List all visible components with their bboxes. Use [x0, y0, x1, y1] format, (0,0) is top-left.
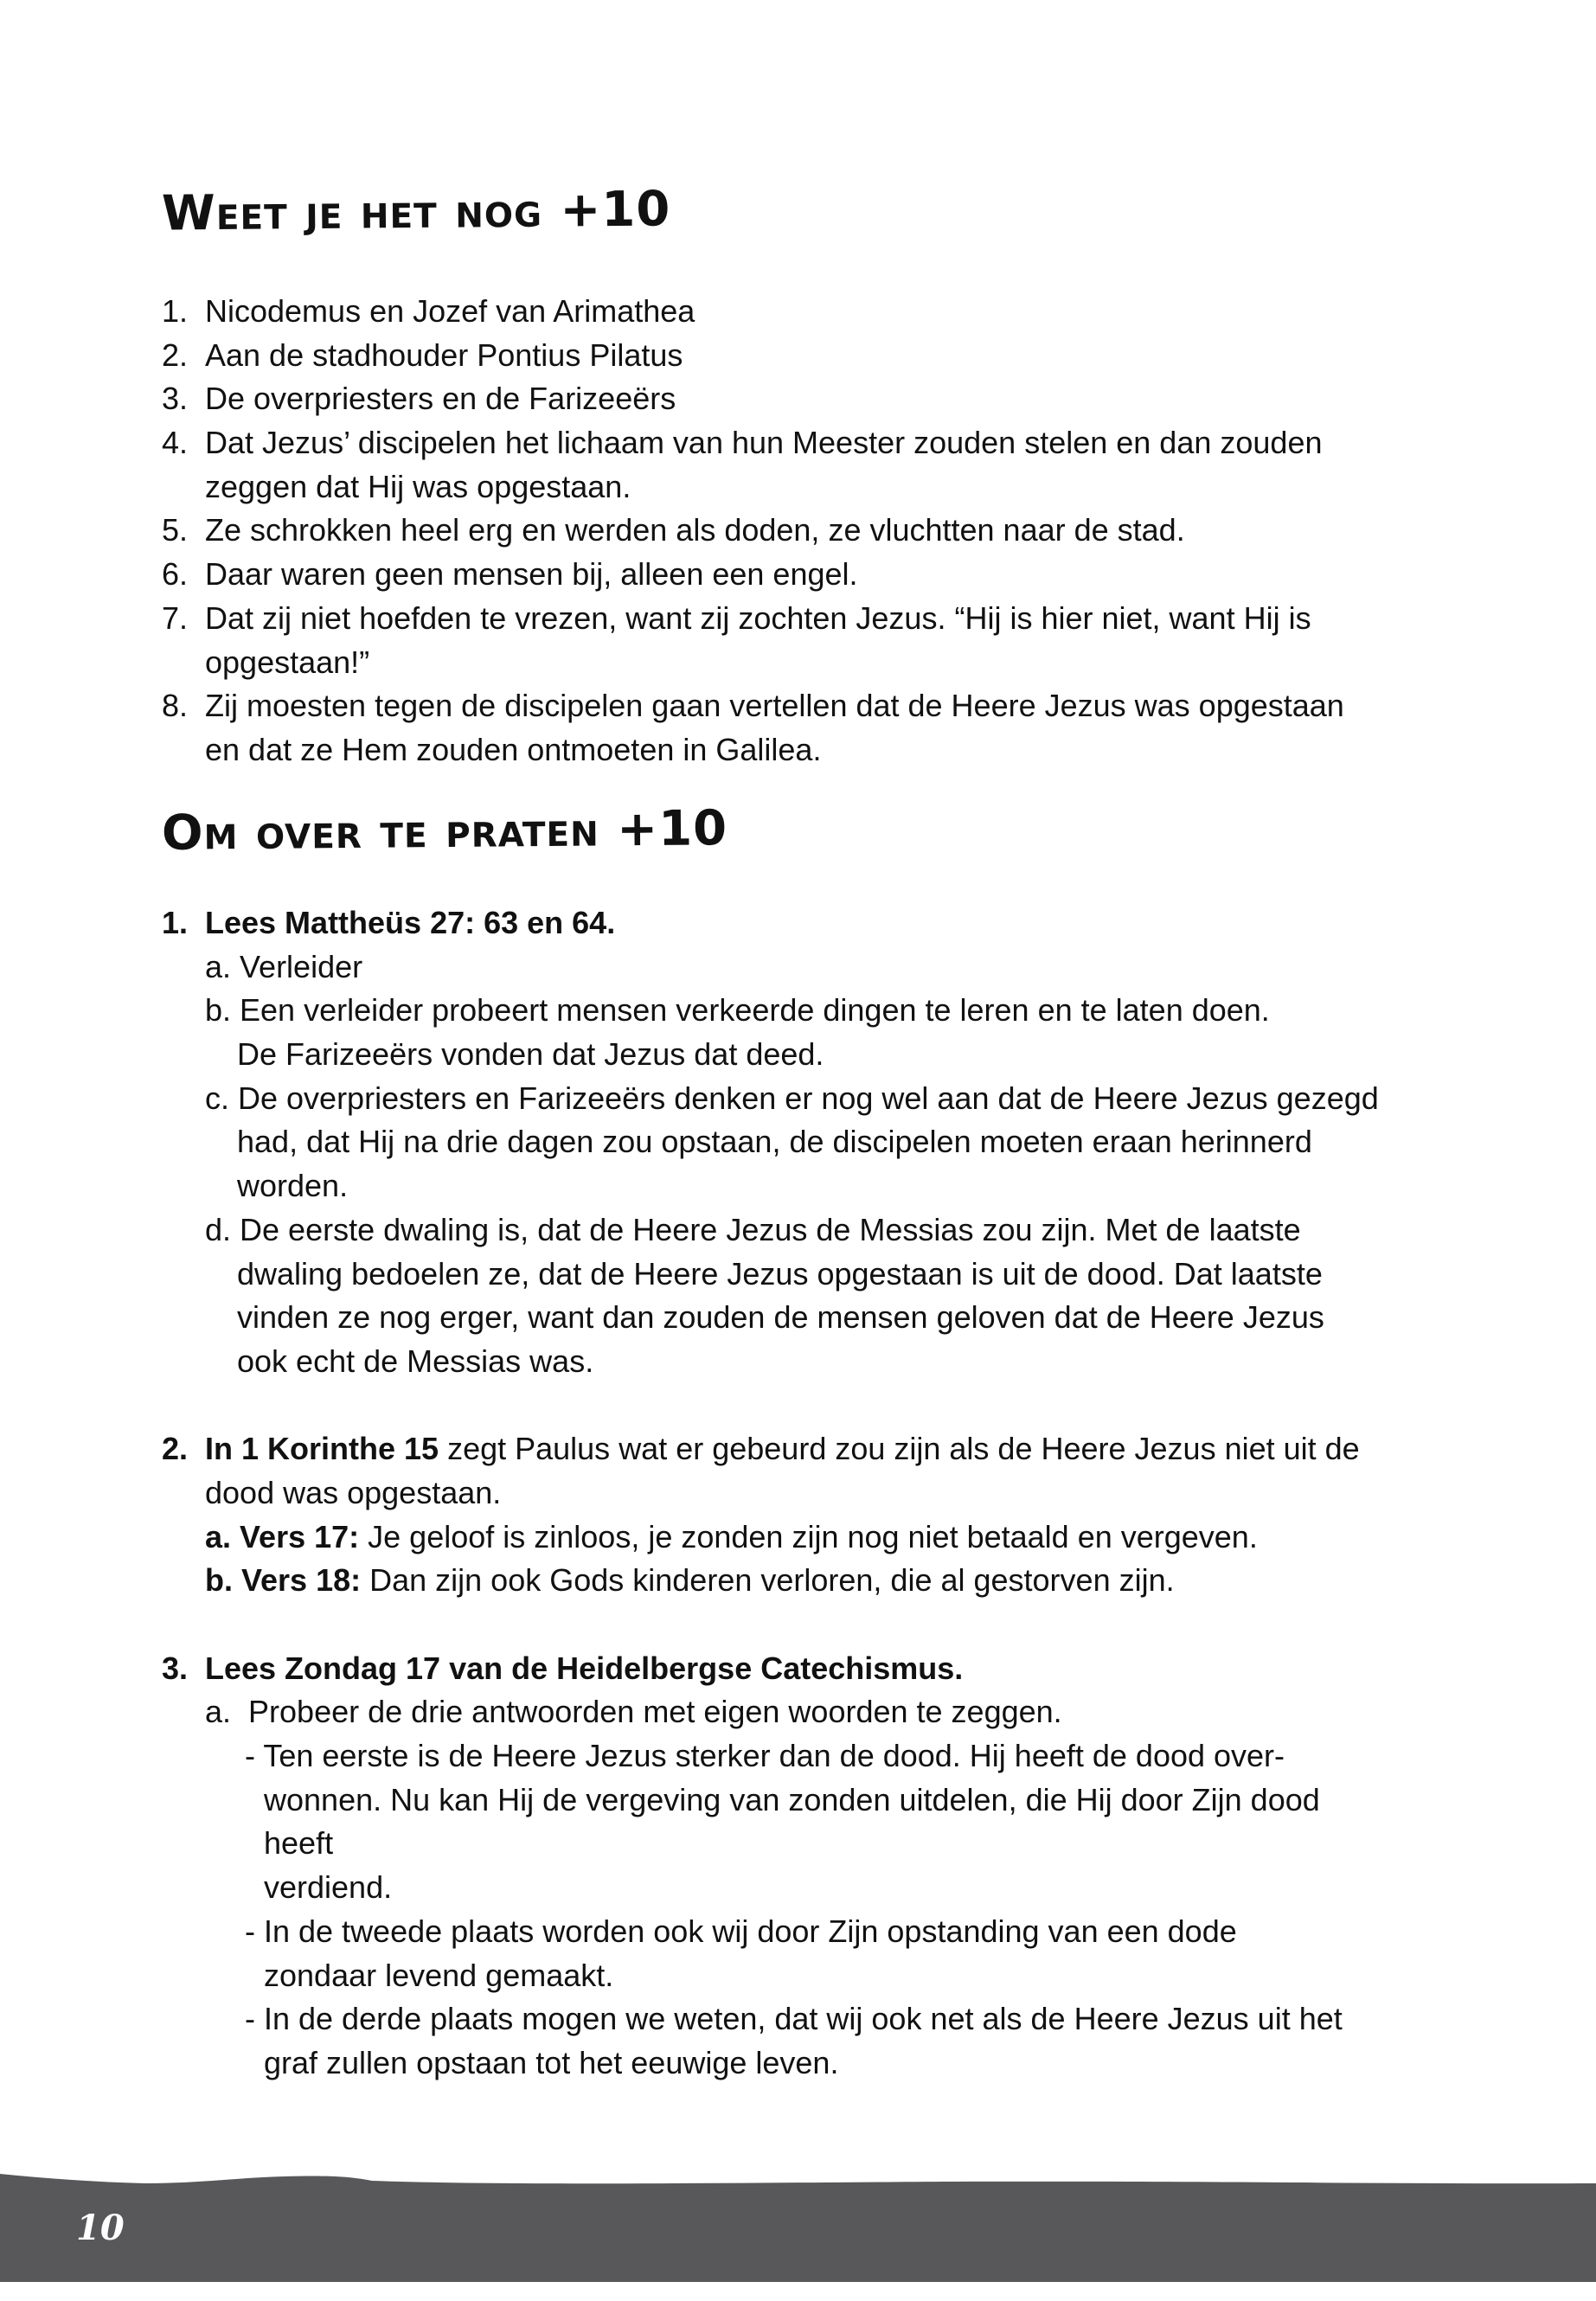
line-text: dood was opgestaan. — [205, 1474, 502, 1510]
line-text: Nicodemus en Jozef van Arimathea — [205, 293, 695, 329]
list-text — [205, 989, 1270, 1033]
list-line — [0, 334, 1596, 378]
list-text — [237, 1296, 1324, 1340]
line-text: Zij moesten tegen de discipelen gaan vertellen dat de Heere Jezus was opgestaan — [205, 688, 1344, 724]
line-text: graf zullen opstaan tot het eeuwige leven. — [264, 2044, 839, 2080]
answers-list — [0, 290, 1596, 772]
list-text — [205, 945, 362, 990]
bold-lead: a. Vers 17: — [205, 1518, 360, 1554]
list-text — [205, 377, 676, 421]
line-text: Aan de stadhouder Pontius Pilatus — [205, 336, 683, 373]
list-number: 4. — [162, 425, 189, 461]
list-line — [0, 945, 1596, 990]
list-text — [205, 553, 858, 597]
list-text — [205, 641, 369, 685]
line-text: b. Een verleider probeert mensen verkeerde dingen te leren en te laten doen. — [205, 992, 1270, 1029]
list-line — [0, 1033, 1596, 1077]
list-line — [0, 1647, 1596, 1691]
list-line — [0, 1427, 1596, 1471]
footer-band — [0, 2167, 1596, 2282]
list-text — [237, 1120, 1312, 1164]
list-text — [245, 1997, 1343, 2041]
list-text — [205, 597, 1311, 641]
list-line — [0, 1077, 1596, 1121]
list-line — [0, 1559, 1596, 1603]
list-line — [0, 421, 1596, 465]
list-line — [0, 1516, 1596, 1560]
line-text: dwaling bedoelen ze, dat de Heere Jezus opgestaan is uit de dood. Dat laatste — [237, 1255, 1323, 1292]
list-line — [0, 597, 1596, 641]
list-text — [205, 1516, 1258, 1560]
line-text: Dat zij niet hoefden te vrezen, want zij zochten Jezus. “Hij is hier niet, want Hij is — [205, 599, 1311, 636]
list-line — [0, 1866, 1596, 1910]
list-line — [0, 509, 1596, 553]
line-text: De overpriesters en de Farizeeërs — [205, 381, 676, 417]
list-line — [0, 641, 1596, 685]
list-text — [205, 684, 1344, 728]
discussion-list — [0, 901, 1596, 2086]
list-line — [0, 989, 1596, 1033]
list-line — [0, 2041, 1596, 2086]
list-line — [0, 465, 1596, 510]
bold-lead: Lees Zondag 17 van de Heidelbergse Catechismus. — [205, 1650, 964, 1686]
list-text — [205, 1208, 1301, 1253]
footer-wave-shape — [0, 2174, 1596, 2282]
line-text: Dat Jezus’ discipelen het lichaam van hun Meester zouden stelen en dan zouden — [205, 425, 1323, 461]
list-line — [0, 1734, 1596, 1779]
list-line — [0, 290, 1596, 334]
list-line — [0, 1120, 1596, 1164]
list-line — [0, 377, 1596, 421]
list-line — [0, 1822, 1596, 1866]
list-text — [245, 1734, 1285, 1779]
list-text — [264, 2041, 838, 2086]
list-number: 5. — [162, 512, 189, 548]
list-number: 8. — [162, 688, 189, 724]
line-text: zondaar levend gemaakt. — [264, 1957, 614, 1993]
list-line — [0, 1296, 1596, 1340]
line-text: en dat ze Hem zouden ontmoeten in Galilea. — [205, 731, 822, 767]
list-text — [264, 1866, 392, 1910]
section-heading-om-over-te-praten: Om over te praten +10 — [161, 800, 728, 862]
line-text: Je geloof is zinloos, je zonden zijn nog niet betaald en vergeven. — [359, 1518, 1258, 1554]
list-text — [205, 290, 695, 334]
line-text: zeggen dat Hij was opgestaan. — [205, 468, 631, 504]
list-number: 2. — [162, 1431, 189, 1467]
line-text: wonnen. Nu kan Hij de vergeving van zonden uitdelen, die Hij door Zijn dood — [264, 1781, 1320, 1817]
list-text — [264, 1822, 333, 1866]
list-text — [205, 1647, 963, 1691]
list-text — [205, 1471, 501, 1516]
list-number: 3. — [162, 1650, 189, 1686]
line-text: - In de tweede plaats worden ook wij door Zijn opstanding van een dode — [245, 1913, 1237, 1949]
list-line — [0, 1164, 1596, 1208]
line-text: had, dat Hij na drie dagen zou opstaan, de discipelen moeten eraan herinnerd — [237, 1124, 1312, 1160]
bold-lead: b. Vers 18: — [205, 1562, 362, 1599]
list-line — [0, 1471, 1596, 1516]
line-text: ook echt de Messias was. — [237, 1343, 594, 1379]
list-text — [205, 1427, 1360, 1471]
list-text — [237, 1033, 824, 1077]
list-text — [205, 901, 615, 945]
line-text: verdiend. — [264, 1869, 393, 1906]
list-text — [237, 1253, 1323, 1297]
list-text — [205, 1077, 1379, 1121]
line-text: a. Probeer de drie antwoorden met eigen woorden te zeggen. — [205, 1694, 1062, 1730]
list-text — [205, 421, 1322, 465]
list-line — [0, 1208, 1596, 1253]
line-text: zegt Paulus wat er gebeurd zou zijn als de Heere Jezus niet uit de — [439, 1431, 1360, 1467]
line-text: - In de derde plaats mogen we weten, dat wij ook net als de Heere Jezus uit het — [245, 2001, 1343, 2037]
list-line — [0, 901, 1596, 945]
line-text: Dan zijn ook Gods kinderen verloren, die al gestorven zijn. — [361, 1562, 1175, 1599]
bold-lead: In 1 Korinthe 15 — [205, 1431, 439, 1467]
list-text — [205, 1690, 1062, 1734]
line-text: a. Verleider — [205, 948, 363, 984]
list-line — [0, 1910, 1596, 1954]
list-text — [245, 1910, 1237, 1954]
list-line — [0, 1253, 1596, 1297]
list-text — [205, 728, 821, 772]
line-text: opgestaan!” — [205, 644, 370, 680]
line-text: De Farizeeërs vonden dat Jezus dat deed. — [237, 1036, 824, 1073]
spacer — [0, 1384, 1596, 1428]
line-text: Ze schrokken heel erg en werden als doden, ze vluchtten naar de stad. — [205, 512, 1185, 548]
list-text — [264, 1954, 613, 1998]
list-line — [0, 1690, 1596, 1734]
line-text: Daar waren geen mensen bij, alleen een engel. — [205, 556, 858, 593]
list-number: 2. — [162, 336, 189, 373]
list-line — [0, 1779, 1596, 1823]
page-number: 10 — [76, 2208, 125, 2248]
list-text — [237, 1340, 593, 1384]
line-text: d. De eerste dwaling is, dat de Heere Jezus de Messias zou zijn. Met de laatste — [205, 1211, 1301, 1247]
list-line — [0, 728, 1596, 772]
bold-lead: Lees Mattheüs 27: 63 en 64. — [205, 905, 616, 940]
list-text — [237, 1164, 348, 1208]
list-line — [0, 684, 1596, 728]
list-text — [205, 334, 683, 378]
list-number: 7. — [162, 599, 189, 636]
list-number: 1. — [162, 293, 189, 329]
line-text: worden. — [237, 1168, 349, 1204]
list-number: 1. — [162, 905, 189, 940]
line-text: heeft — [264, 1825, 334, 1862]
list-line — [0, 1340, 1596, 1384]
line-text: vinden ze nog erger, want dan zouden de mensen geloven dat de Heere Jezus — [237, 1299, 1324, 1336]
list-number: 3. — [162, 381, 189, 417]
list-text — [205, 465, 631, 510]
section-heading-weet-je-het-nog: Weet je het nog +10 — [161, 181, 671, 242]
list-text — [264, 1779, 1320, 1823]
list-line — [0, 1954, 1596, 1998]
list-text — [205, 1559, 1175, 1603]
list-line — [0, 553, 1596, 597]
list-number: 6. — [162, 556, 189, 593]
spacer — [0, 1603, 1596, 1647]
line-text: - Ten eerste is de Heere Jezus sterker dan de dood. Hij heeft de dood over- — [245, 1738, 1285, 1774]
line-text: c. De overpriesters en Farizeeërs denken er nog wel aan dat de Heere Jezus gezegd — [205, 1080, 1379, 1116]
list-text — [205, 509, 1185, 553]
list-line — [0, 1997, 1596, 2041]
